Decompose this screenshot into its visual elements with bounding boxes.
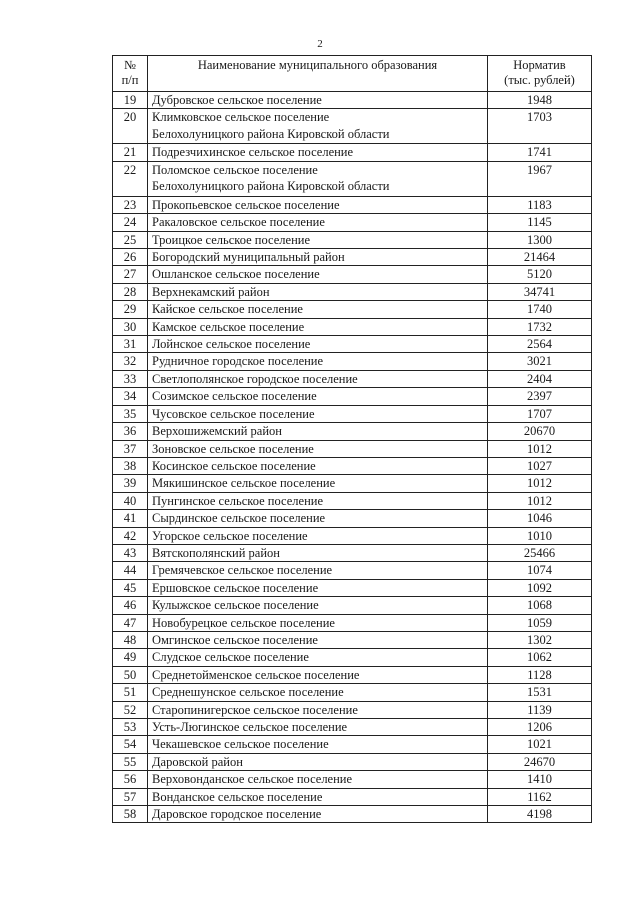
table-row xyxy=(113,266,592,283)
row-name: Верховонданское сельское поселение xyxy=(148,771,488,788)
table-row xyxy=(113,475,592,492)
row-name: Верхошижемский район xyxy=(148,423,488,440)
row-value: 1046 xyxy=(488,510,592,527)
row-value: 1967 xyxy=(488,161,592,196)
row-name: Кулыжское сельское поселение xyxy=(148,597,488,614)
row-name: Угорское сельское поселение xyxy=(148,527,488,544)
row-name: Рудничное городское поселение xyxy=(148,353,488,370)
row-number: 48 xyxy=(113,631,148,648)
row-value: 5120 xyxy=(488,266,592,283)
row-number: 30 xyxy=(113,318,148,335)
row-number: 43 xyxy=(113,544,148,561)
row-number: 45 xyxy=(113,579,148,596)
row-number: 57 xyxy=(113,788,148,805)
row-number: 35 xyxy=(113,405,148,422)
norms-table xyxy=(112,55,592,823)
row-name: Ершовское сельское поселение xyxy=(148,579,488,596)
table-row xyxy=(113,597,592,614)
row-number: 25 xyxy=(113,231,148,248)
header-num: № п/п xyxy=(113,56,148,92)
row-number: 36 xyxy=(113,423,148,440)
row-value: 21464 xyxy=(488,249,592,266)
row-name: Чекашевское сельское поселение xyxy=(148,736,488,753)
row-name: Новобурецкое сельское поселение xyxy=(148,614,488,631)
table-row xyxy=(113,353,592,370)
row-value: 1062 xyxy=(488,649,592,666)
row-number: 54 xyxy=(113,736,148,753)
row-name: Лойнское сельское поселение xyxy=(148,336,488,353)
row-number: 29 xyxy=(113,301,148,318)
table-row xyxy=(113,544,592,561)
row-value: 1092 xyxy=(488,579,592,596)
row-number: 50 xyxy=(113,666,148,683)
table-row xyxy=(113,649,592,666)
row-value: 1010 xyxy=(488,527,592,544)
table-row xyxy=(113,631,592,648)
row-value: 1021 xyxy=(488,736,592,753)
row-number: 21 xyxy=(113,144,148,161)
row-number: 27 xyxy=(113,266,148,283)
row-number: 51 xyxy=(113,684,148,701)
row-name: Косинское сельское поселение xyxy=(148,457,488,474)
row-number: 56 xyxy=(113,771,148,788)
table-row xyxy=(113,283,592,300)
table-row xyxy=(113,214,592,231)
row-number: 37 xyxy=(113,440,148,457)
row-number: 20 xyxy=(113,109,148,144)
row-value: 1300 xyxy=(488,231,592,248)
row-value: 1206 xyxy=(488,719,592,736)
row-value: 24670 xyxy=(488,753,592,770)
row-number: 23 xyxy=(113,196,148,213)
table-row xyxy=(113,510,592,527)
table-row xyxy=(113,144,592,161)
row-number: 49 xyxy=(113,649,148,666)
row-name: Мякишинское сельское поселение xyxy=(148,475,488,492)
row-value: 1703 xyxy=(488,109,592,144)
row-value: 2564 xyxy=(488,336,592,353)
row-name: Даровской район xyxy=(148,753,488,770)
row-value: 1059 xyxy=(488,614,592,631)
row-name: Усть-Люгинское сельское поселение xyxy=(148,719,488,736)
table-row xyxy=(113,318,592,335)
row-number: 24 xyxy=(113,214,148,231)
row-value: 1145 xyxy=(488,214,592,231)
row-value: 3021 xyxy=(488,353,592,370)
row-name: Среднетойменское сельское поселение xyxy=(148,666,488,683)
row-name: Дубровское сельское поселение xyxy=(148,92,488,109)
row-name: Даровское городское поселение xyxy=(148,806,488,823)
row-number: 47 xyxy=(113,614,148,631)
row-number: 55 xyxy=(113,753,148,770)
row-name: Поломское сельское поселение Белохолуницкого района Кировской области xyxy=(148,161,488,196)
table-row xyxy=(113,231,592,248)
table-row xyxy=(113,736,592,753)
row-value: 4198 xyxy=(488,806,592,823)
table-row xyxy=(113,457,592,474)
table-header-row xyxy=(113,56,592,92)
table-row xyxy=(113,440,592,457)
row-value: 1012 xyxy=(488,492,592,509)
table-row xyxy=(113,701,592,718)
row-value: 1732 xyxy=(488,318,592,335)
row-value: 1302 xyxy=(488,631,592,648)
row-value: 1012 xyxy=(488,475,592,492)
row-number: 53 xyxy=(113,719,148,736)
row-name: Вятскополянский район xyxy=(148,544,488,561)
header-name: Наименование муниципального образования xyxy=(148,56,488,92)
row-value: 1183 xyxy=(488,196,592,213)
table-row xyxy=(113,684,592,701)
row-name: Слудское сельское поселение xyxy=(148,649,488,666)
table-body xyxy=(113,92,592,823)
table-row xyxy=(113,614,592,631)
row-name: Пунгинское сельское поселение xyxy=(148,492,488,509)
row-name: Подрезчихинское сельское поселение xyxy=(148,144,488,161)
table-row xyxy=(113,492,592,509)
row-value: 34741 xyxy=(488,283,592,300)
row-name: Ошланское сельское поселение xyxy=(148,266,488,283)
table-row xyxy=(113,423,592,440)
table-row xyxy=(113,301,592,318)
row-name: Троицкое сельское поселение xyxy=(148,231,488,248)
row-value: 1948 xyxy=(488,92,592,109)
table-row xyxy=(113,336,592,353)
row-number: 33 xyxy=(113,370,148,387)
row-value: 1740 xyxy=(488,301,592,318)
table-row xyxy=(113,405,592,422)
row-name: Верхнекамский район xyxy=(148,283,488,300)
row-name: Гремячевское сельское поселение xyxy=(148,562,488,579)
table-row xyxy=(113,527,592,544)
row-value: 1162 xyxy=(488,788,592,805)
row-number: 42 xyxy=(113,527,148,544)
table-row xyxy=(113,562,592,579)
table-row xyxy=(113,196,592,213)
row-number: 19 xyxy=(113,92,148,109)
row-number: 28 xyxy=(113,283,148,300)
row-number: 32 xyxy=(113,353,148,370)
row-value: 20670 xyxy=(488,423,592,440)
table-row xyxy=(113,388,592,405)
row-number: 41 xyxy=(113,510,148,527)
table-row xyxy=(113,771,592,788)
row-value: 1068 xyxy=(488,597,592,614)
row-value: 1741 xyxy=(488,144,592,161)
row-name: Прокопьевское сельское поселение xyxy=(148,196,488,213)
table-row xyxy=(113,92,592,109)
row-name: Богородский муниципальный район xyxy=(148,249,488,266)
row-number: 31 xyxy=(113,336,148,353)
table-row xyxy=(113,806,592,823)
row-name: Созимское сельское поселение xyxy=(148,388,488,405)
page-number: 2 xyxy=(317,38,323,50)
row-value: 1139 xyxy=(488,701,592,718)
row-value: 1074 xyxy=(488,562,592,579)
table-row xyxy=(113,579,592,596)
row-number: 46 xyxy=(113,597,148,614)
table-row xyxy=(113,161,592,196)
row-value: 1531 xyxy=(488,684,592,701)
row-value: 2404 xyxy=(488,370,592,387)
row-number: 38 xyxy=(113,457,148,474)
table-row xyxy=(113,370,592,387)
row-name: Светлополянское городское поселение xyxy=(148,370,488,387)
row-number: 44 xyxy=(113,562,148,579)
table-row xyxy=(113,719,592,736)
row-value: 1410 xyxy=(488,771,592,788)
row-number: 39 xyxy=(113,475,148,492)
row-name: Ракаловское сельское поселение xyxy=(148,214,488,231)
row-value: 2397 xyxy=(488,388,592,405)
header-value: Норматив (тыс. рублей) xyxy=(488,56,592,92)
row-number: 52 xyxy=(113,701,148,718)
row-name: Вонданское сельское поселение xyxy=(148,788,488,805)
row-value: 1707 xyxy=(488,405,592,422)
row-value: 25466 xyxy=(488,544,592,561)
row-name: Среднешунское сельское поселение xyxy=(148,684,488,701)
row-number: 26 xyxy=(113,249,148,266)
row-name: Омгинское сельское поселение xyxy=(148,631,488,648)
row-name: Чусовское сельское поселение xyxy=(148,405,488,422)
row-number: 22 xyxy=(113,161,148,196)
row-number: 40 xyxy=(113,492,148,509)
table-row xyxy=(113,249,592,266)
row-name: Камское сельское поселение xyxy=(148,318,488,335)
row-value: 1027 xyxy=(488,457,592,474)
row-value: 1012 xyxy=(488,440,592,457)
row-name: Климковское сельское поселение Белохолуницкого района Кировской области xyxy=(148,109,488,144)
row-name: Кайское сельское поселение xyxy=(148,301,488,318)
table-row xyxy=(113,753,592,770)
row-value: 1128 xyxy=(488,666,592,683)
row-name: Старопинигерское сельское поселение xyxy=(148,701,488,718)
row-name: Сырдинское сельское поселение xyxy=(148,510,488,527)
row-number: 58 xyxy=(113,806,148,823)
table-row xyxy=(113,666,592,683)
table-row xyxy=(113,109,592,144)
table-row xyxy=(113,788,592,805)
row-number: 34 xyxy=(113,388,148,405)
row-name: Зоновское сельское поселение xyxy=(148,440,488,457)
